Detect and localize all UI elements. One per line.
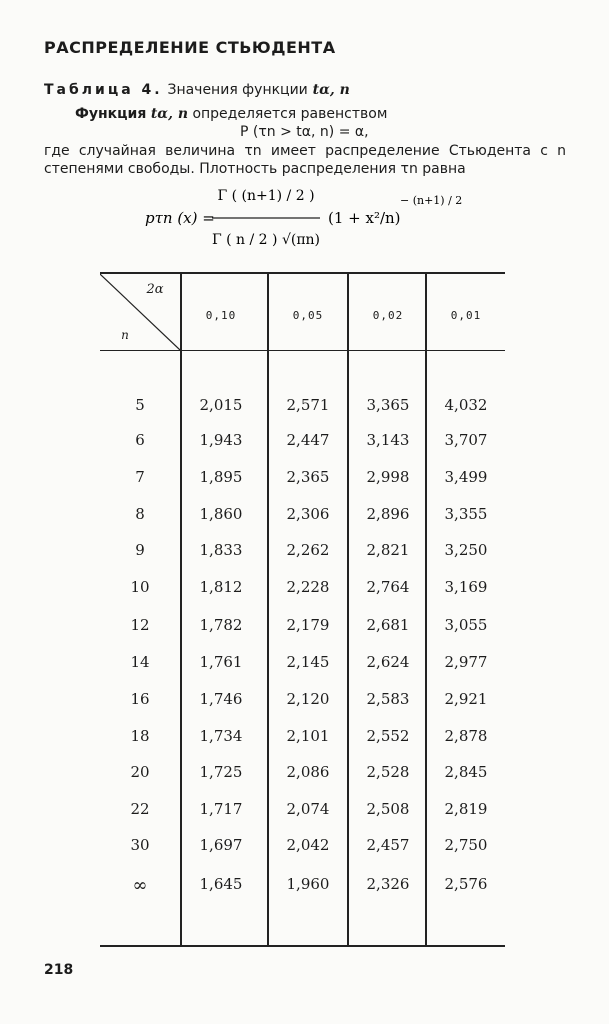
table-cell: 2,228 [286,578,330,596]
intro-symbol: tα, n [150,106,188,122]
formula-factor: (1 + x²/n) [328,209,401,227]
table-cell: 2,681 [366,616,410,634]
table-cell: 2,583 [366,690,410,708]
table-cell: 2,528 [366,763,410,781]
density-formula [0,170,609,260]
table-cell: 2,015 [199,396,243,414]
table-cell: 2,921 [444,690,488,708]
table-cell: 2,552 [366,727,410,745]
row-n-label: 9 [135,541,145,559]
table-cell: 2,306 [286,505,330,523]
table-cell: 3,143 [366,431,410,449]
table-cell: 1,895 [199,468,243,486]
table-cell: 3,055 [444,616,488,634]
table-cell: 3,707 [444,431,488,449]
table-cell: 2,120 [286,690,330,708]
row-n-label: ∞ [132,875,148,896]
row-n-label: 22 [130,800,150,818]
table-cell: 2,977 [444,653,488,671]
table-cell: 2,821 [366,541,410,559]
column-header: 0,10 [205,309,237,322]
table-cell: 2,576 [444,875,488,893]
table-cell: 2,764 [366,578,410,596]
table-cell: 1,860 [199,505,243,523]
row-n-label: 12 [130,616,150,634]
table-cell: 1,782 [199,616,243,634]
table-cell: 1,833 [199,541,243,559]
row-n-label: 16 [130,690,150,708]
row-n-label: 10 [130,578,150,596]
intro-text: определяется равенством [192,106,388,122]
column-header: 0,01 [450,309,482,322]
table-cell: 2,571 [286,396,330,414]
row-n-label: 14 [130,653,150,671]
row-n-label: 5 [135,396,145,414]
table-cell: 2,624 [366,653,410,671]
table-cell: 2,145 [286,653,330,671]
table-cell: 3,250 [444,541,488,559]
table-cell: 2,896 [366,505,410,523]
table-cell: 2,819 [444,800,488,818]
table-bottom-rule [100,945,505,947]
table-cell: 3,169 [444,578,488,596]
table-cell: 2,042 [286,836,330,854]
table-cell: 2,326 [366,875,410,893]
intro-line [75,106,387,122]
table-cell: 2,447 [286,431,330,449]
table-cell: 2,086 [286,763,330,781]
table-cell: 2,878 [444,727,488,745]
table-cell: 3,499 [444,468,488,486]
table-title-prefix: Таблица 4. [44,82,163,98]
probability-equation: P (τn > tα, n) = α, [240,124,369,140]
formula-denominator: Γ ( n / 2 ) √(πn) [211,232,321,248]
description-line-2: степенями свободы. Плотность распределения τn равна [44,161,466,177]
table-cell: 2,845 [444,763,488,781]
row-n-label: 7 [135,468,145,486]
table-cell: 2,365 [286,468,330,486]
table-cell: 1,734 [199,727,243,745]
row-n-label: 20 [130,763,150,781]
corner-label-n: n [121,328,129,342]
table-cell: 2,262 [286,541,330,559]
table-title [44,82,350,98]
table-cell: 2,998 [366,468,410,486]
table-cell: 1,761 [199,653,243,671]
column-header: 0,05 [292,309,324,322]
column-header: 0,02 [372,309,404,322]
table-cell: 4,032 [444,396,488,414]
row-n-label: 8 [135,505,145,523]
table-title-symbol: tα, n [312,82,350,98]
table-cell: 1,960 [286,875,330,893]
table-cell: 3,355 [444,505,488,523]
table-cell: 1,725 [199,763,243,781]
table-header-rule [100,350,505,351]
table-cell: 2,101 [286,727,330,745]
table-cell: 2,508 [366,800,410,818]
table-cell: 1,645 [199,875,243,893]
row-n-label: 18 [130,727,150,745]
table-cell: 2,750 [444,836,488,854]
formula-lhs: pτn (x) = [145,209,215,227]
table-cell: 3,365 [366,396,410,414]
table-cell: 1,943 [199,431,243,449]
table-cell: 1,746 [199,690,243,708]
table-title-name: Значения функции [167,82,308,98]
table-cell: 1,812 [199,578,243,596]
section-heading: РАСПРЕДЕЛЕНИЕ СТЬЮДЕНТА [44,38,336,57]
page-number: 218 [44,962,74,978]
table-cell: 2,179 [286,616,330,634]
formula-exponent: − (n+1) / 2 [400,194,463,207]
table-cell: 2,074 [286,800,330,818]
row-n-label: 30 [130,836,150,854]
table-cell: 1,697 [199,836,243,854]
row-n-label: 6 [135,431,145,449]
intro-lead: Функция [75,106,147,122]
description-line-1: где случайная величина τn имеет распределение Стьюдента с n [44,143,566,159]
table-cell: 1,717 [199,800,243,818]
formula-numerator: Γ ( (n+1) / 2 ) [217,188,315,204]
corner-label-2alpha: 2α [146,282,164,297]
table-cell: 2,457 [366,836,410,854]
